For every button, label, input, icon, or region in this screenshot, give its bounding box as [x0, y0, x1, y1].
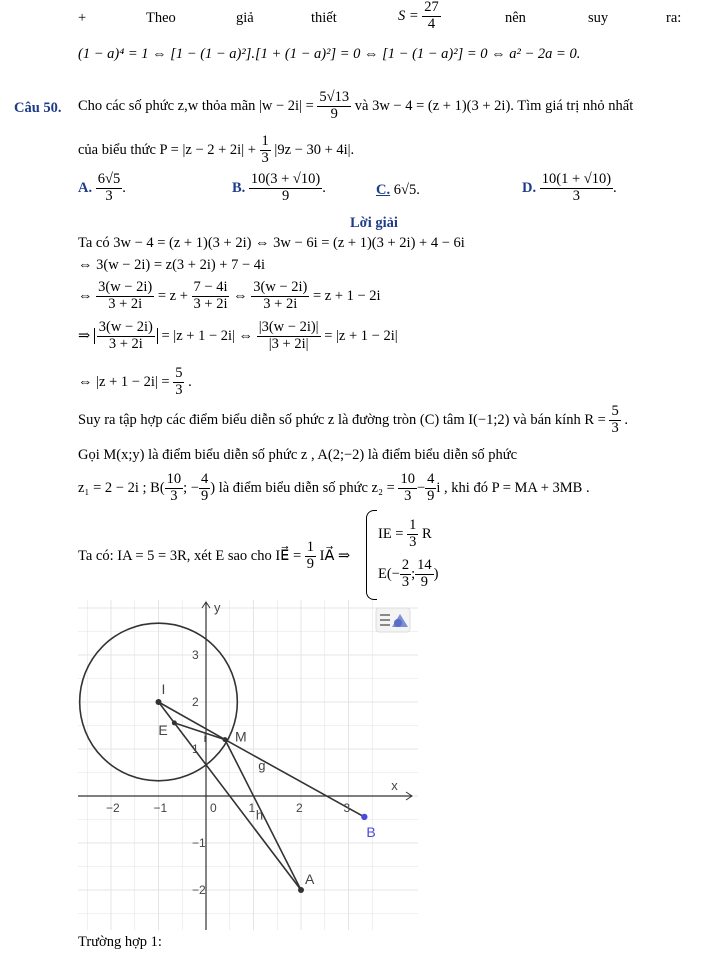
- l8-n1: 10: [166, 471, 182, 487]
- l4-n1: 3(w − 2i): [98, 319, 153, 335]
- y-tick-label: 2: [192, 695, 199, 709]
- choice-a-num: 6√5: [97, 171, 121, 187]
- question-line-2: [78, 134, 354, 167]
- l4-b: = |z + 1 − 2i| ⇔: [161, 327, 254, 344]
- label-m: M: [235, 728, 247, 745]
- l3-d2: 3 + 2i: [193, 295, 228, 312]
- solution-title: Lời giải: [350, 215, 398, 231]
- question-text-4: |9z − 30 + 4i|.: [274, 141, 355, 158]
- x-tick-label: −2: [106, 801, 120, 815]
- x-tick-label: 0: [210, 801, 217, 815]
- l9-a: Ta có: IA = 5 = 3R, xét E sao cho IE⃗ =: [78, 547, 302, 564]
- plus-sign: +: [78, 10, 87, 26]
- sys1-a: IE =: [378, 525, 404, 542]
- sys2-n1: 2: [401, 557, 410, 573]
- sys2-d1: 3: [401, 573, 410, 590]
- x-tick-label: −1: [153, 801, 168, 815]
- l8-d2: 9: [201, 487, 209, 504]
- label-a: A: [305, 871, 315, 887]
- choice-c[interactable]: [376, 182, 420, 199]
- sol-line-3: [78, 280, 381, 313]
- footer-text: Trường hợp 1:: [78, 934, 162, 950]
- y-tick-label: −2: [192, 883, 206, 897]
- word-nen: nên: [505, 10, 526, 26]
- x-tick-label: 2: [296, 801, 303, 815]
- l3-c: ⇔: [233, 287, 248, 304]
- sol-line-1: Ta có 3w − 4 = (z + 1)(3 + 2i) ⇔ 3w − 6i = (z + 1)(3 + 2i) + 4 − 6i: [78, 235, 465, 251]
- geometry-figure: [78, 600, 418, 930]
- l4-d1: 3 + 2i: [108, 335, 143, 352]
- l4-c: = |z + 1 − 2i|: [324, 327, 398, 344]
- label-b: B: [366, 823, 376, 840]
- s-eq: S =: [398, 7, 419, 24]
- system-brace: [366, 510, 377, 600]
- point-m: [223, 737, 228, 742]
- sys2-sep: ;: [411, 565, 416, 582]
- l9-b: IA⃗ ⇒: [319, 547, 351, 564]
- l6-b: .: [624, 411, 628, 428]
- label-e: E: [158, 721, 168, 738]
- l3-d1: 3 + 2i: [108, 295, 143, 312]
- point-e: [172, 720, 177, 725]
- choice-a-den: 3: [105, 187, 113, 204]
- sol-line-5: [78, 366, 192, 399]
- l8-n4: 4: [427, 471, 435, 487]
- y-tick-label: 1: [192, 742, 199, 756]
- word-suy: suy: [588, 10, 609, 26]
- point-b: [361, 814, 367, 820]
- l4-d2: |3 + 2i|: [268, 335, 309, 352]
- sys2-b: ): [433, 565, 439, 582]
- word-thiet: thiết: [311, 10, 337, 26]
- l6-d: 3: [611, 419, 619, 436]
- choice-d[interactable]: D. $\frac{10(1 + √10)}{3}$ .: [522, 171, 617, 204]
- l8-d3: 3: [404, 487, 412, 504]
- l8-d: i , khi đó P = MA + 3MB .: [436, 479, 590, 496]
- l3-n2: 7 − 4i: [193, 279, 228, 295]
- shapes: [80, 623, 368, 893]
- graphing-tool-icon[interactable]: [376, 608, 410, 632]
- grid: [78, 600, 418, 930]
- system-row-2: [378, 558, 439, 591]
- x-tick-label: 1: [248, 801, 256, 815]
- label-seg-h: h: [255, 807, 264, 823]
- s-den: 4: [427, 15, 436, 32]
- x-axis-label: x: [391, 778, 398, 793]
- y-tick-label: −1: [192, 836, 206, 850]
- s-num: 27: [424, 0, 439, 15]
- axes: [78, 602, 412, 930]
- question-text-3: của biểu thức P = |z − 2 + 2i| +: [78, 141, 256, 158]
- l6-n: 5: [611, 403, 619, 419]
- l3-n1: 3(w − 2i): [98, 279, 153, 295]
- p-frac-den: 3: [261, 149, 269, 166]
- q-frac-num: 5√13: [319, 89, 350, 105]
- choice-b-letter: B.: [232, 179, 246, 196]
- x-tick-label: 3: [343, 801, 351, 815]
- l8-n3: 10: [400, 471, 415, 487]
- point-i: [156, 699, 162, 705]
- l8-b: ) là điểm biểu diễn số phức z₂ =: [210, 479, 395, 496]
- l5-b: .: [188, 373, 192, 390]
- l4-a: ⇒: [78, 327, 91, 344]
- s-formula: [398, 0, 441, 33]
- l8-d1: 3: [170, 487, 178, 504]
- label-seg-i: i: [203, 730, 207, 745]
- question-line-1: [78, 90, 633, 123]
- l5-a: ⇔ |z + 1 − 2i| =: [78, 373, 170, 390]
- sys1-n: 1: [409, 517, 417, 533]
- l9-n: 1: [306, 539, 315, 555]
- sol-line-6: [78, 404, 628, 437]
- choice-b[interactable]: B. $\frac{10(3 + √10)}{9}$ .: [232, 171, 326, 204]
- sol-line-9: [78, 540, 350, 573]
- y-tick-label: 3: [192, 648, 199, 662]
- question-text-2: và 3w − 4 = (z + 1)(3 + 2i). Tìm giá trị nhỏ nhất: [354, 97, 634, 114]
- l8-c: −: [416, 479, 426, 496]
- l8-n2: 4: [201, 471, 209, 487]
- sol-line-7: Gọi M(x;y) là điểm biểu diễn số phức z , A(2;−2) là điểm biểu diễn số phức: [78, 447, 518, 463]
- sys1-d: 3: [409, 533, 417, 550]
- l4-n2: |3(w − 2i)|: [258, 319, 319, 335]
- l8-a: z₁ = 2 − 2i ; B(: [78, 479, 165, 496]
- l6-a: Suy ra tập hợp các điểm biểu diễn số phức z là đường tròn (C) tâm I(−1;2) và bán kính R =: [78, 411, 606, 428]
- sol-line-2: ⇔ 3(w − 2i) = z(3 + 2i) + 7 − 4i: [78, 257, 266, 273]
- choice-d-num: 10(1 + √10): [541, 171, 612, 187]
- l3-d3: 3 + 2i: [263, 295, 298, 312]
- sol-line-4: [78, 320, 398, 353]
- sol-line-8: [78, 472, 590, 505]
- sys1-b: R: [422, 525, 432, 542]
- l9-d: 9: [306, 555, 315, 572]
- l3-a: ⇔: [78, 287, 93, 304]
- choice-b-den: 9: [281, 187, 290, 204]
- l3-d: = z + 1 − 2i: [312, 287, 381, 304]
- label-i: I: [161, 681, 166, 697]
- label-seg-g: g: [258, 758, 266, 774]
- l5-d: 3: [175, 381, 183, 398]
- choice-a-letter: A.: [78, 179, 93, 196]
- l3-n3: 3(w − 2i): [253, 279, 308, 295]
- question-label: Câu 50.: [14, 100, 62, 116]
- y-axis-label: y: [214, 600, 221, 615]
- word-theo: Theo: [146, 10, 176, 26]
- choice-d-den: 3: [572, 187, 580, 204]
- p-frac-num: 1: [261, 133, 269, 149]
- point-a: [298, 887, 304, 893]
- top-line-2: (1 − a)⁴ = 1 ⇔ [1 − (1 − a)²].[1 + (1 − a)²] = 0 ⇔ [1 − (1 − a)²] = 0 ⇔ a² − 2a = 0.: [78, 46, 581, 62]
- sys2-d2: 9: [420, 573, 429, 590]
- question-text-1: Cho các số phức z,w thỏa mãn |w − 2i| =: [78, 97, 314, 114]
- word-ra: ra:: [666, 10, 682, 26]
- l5-n: 5: [175, 365, 183, 381]
- q-frac-den: 9: [330, 105, 338, 122]
- sys2-n2: 14: [417, 557, 432, 573]
- choice-b-num: 10(3 + √10): [250, 171, 321, 187]
- choice-d-letter: D.: [522, 179, 537, 196]
- choice-c-letter: C.: [376, 182, 391, 198]
- system-row-1: [378, 518, 432, 551]
- sys2-a: E(−: [378, 565, 400, 582]
- l8-d4: 9: [427, 487, 435, 504]
- l3-b: = z +: [157, 287, 188, 304]
- l8-sep: ; −: [183, 479, 199, 496]
- choice-a[interactable]: A. $\frac{6√5}{3}$ .: [78, 171, 126, 204]
- choice-c-value: 6√5.: [393, 182, 420, 198]
- word-gia: giả: [236, 10, 254, 26]
